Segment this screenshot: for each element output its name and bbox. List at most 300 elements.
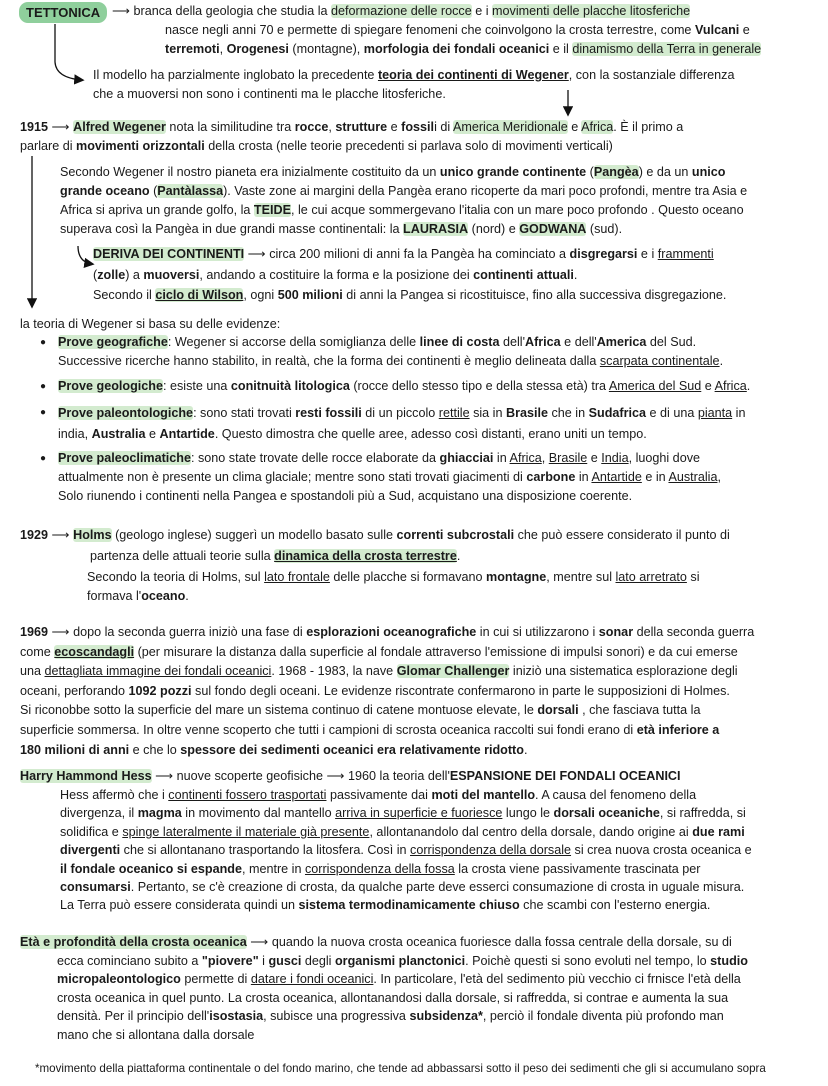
- footnote: [35, 1059, 766, 1078]
- text-segment: ,: [541, 451, 549, 465]
- text-segment: La Terra può essere considerata quindi un: [60, 898, 299, 913]
- bold-term: strutture: [335, 120, 388, 134]
- text-segment: *movimento della piattaforma continentale o del fondo marino, che tende ad abbassarsi sotto il peso dei sedimenti che gli si accumulano sopra: [35, 1062, 766, 1075]
- text-line: [20, 643, 754, 663]
- text-segment: e che lo: [129, 742, 181, 757]
- text-segment: , allontanandolo dal centro della dorsale, dando origine ai: [369, 824, 693, 839]
- text-line: [20, 315, 280, 334]
- text-segment: passivamente dai: [326, 788, 432, 802]
- pangea-paragraph: [60, 163, 747, 239]
- text-segment: che si allontanano trasportando la litosfera. Così in: [120, 843, 411, 858]
- text-segment: Secondo la teoria di Holms, sul: [87, 570, 265, 584]
- bold-term: 180 milioni di anni: [20, 742, 130, 757]
- highlighted-term: Pantàlassa: [157, 184, 224, 198]
- highlighted-term: Prove geologiche: [58, 379, 163, 393]
- highlighted-term: America Meridionale: [452, 120, 568, 134]
- text-segment: (: [586, 165, 594, 179]
- bold-term: età inferiore a: [636, 722, 720, 737]
- section-1929: [20, 526, 730, 545]
- intro-definition: [112, 2, 690, 21]
- text-segment: sia in: [469, 406, 506, 420]
- text-segment: e dell': [560, 335, 597, 349]
- bold-term: dorsali: [537, 703, 579, 718]
- text-segment: che può essere considerato il punto di: [514, 528, 730, 542]
- text-segment: di anni la Pangea si ricostituisce, fino alla successiva disgregazione.: [342, 288, 727, 302]
- bold-term: America: [596, 335, 647, 349]
- prove-geologiche: [58, 377, 750, 396]
- highlighted-term: Alfred Wegener: [73, 120, 166, 134]
- prove-paleoclimatiche: [58, 449, 721, 506]
- bold-term: continenti attuali: [473, 267, 574, 282]
- bold-term: ghiacciai: [439, 451, 494, 465]
- text-line: [20, 526, 730, 545]
- text-line: [112, 2, 690, 21]
- text-segment: : sono state trovate delle rocce elaborate da: [191, 451, 440, 465]
- text-segment: in cui si utilizzarono i: [476, 625, 599, 639]
- text-segment: .: [746, 379, 751, 393]
- text-segment: attualmente non è presente un clima glaciale; mentre sono stati trovati giacimenti di: [58, 470, 527, 484]
- text-line: [87, 568, 700, 587]
- text-segment: e: [567, 120, 582, 134]
- text-segment: . È il primo a: [613, 120, 684, 134]
- text-segment: Hess affermò che i: [60, 788, 169, 802]
- bold-term: 500 milioni: [277, 288, 343, 302]
- text-line: [60, 220, 747, 239]
- text-segment: : sono stati trovati: [193, 406, 296, 420]
- text-segment: pianta: [697, 406, 733, 420]
- bold-term: zolle: [97, 267, 126, 282]
- text-line: [58, 352, 723, 371]
- bold-term: divergenti: [60, 843, 121, 858]
- text-segment: continenti fossero trasportati: [168, 788, 327, 802]
- text-segment: , si raffredda, si: [659, 806, 746, 821]
- bold-term: carbone: [526, 470, 576, 484]
- text-line: [90, 547, 460, 566]
- text-segment: (per misurare la distanza dalla superficie al fondale attraverso l'emissione di impulsi sonori) e da cui emerse: [134, 644, 738, 659]
- text-line: [35, 1059, 766, 1078]
- section-1915: [20, 118, 683, 156]
- highlighted-term: Prove geografiche: [58, 335, 168, 349]
- bullet-icon: ●: [40, 337, 47, 348]
- text-segment: e: [387, 120, 402, 134]
- text-line: [58, 424, 745, 445]
- text-line: [57, 952, 748, 970]
- bold-term: studio: [710, 954, 748, 968]
- text-segment: (: [93, 267, 98, 282]
- intro-details: [165, 21, 761, 59]
- text-segment: e il: [549, 42, 573, 56]
- text-line: [20, 623, 754, 643]
- bold-term: correnti subcrostali: [396, 528, 515, 542]
- text-segment: come: [20, 644, 55, 659]
- bold-term: movimenti orizzontali: [76, 139, 205, 153]
- text-line: [20, 662, 754, 682]
- text-segment: ⟶: [48, 528, 74, 542]
- hess-paragraph: [60, 786, 752, 915]
- text-line: [20, 741, 754, 761]
- text-line: [60, 878, 752, 896]
- text-line: [60, 201, 747, 220]
- text-segment: Secondo il: [93, 288, 156, 302]
- bold-term: unico grande continente: [439, 165, 587, 179]
- highlighted-term: dinamica della crosta terrestre: [274, 549, 457, 563]
- text-segment: Il modello ha parzialmente inglobato la precedente: [93, 68, 378, 82]
- bold-term: 1929: [20, 528, 49, 542]
- bold-term: Antartide: [159, 427, 215, 441]
- text-line: [93, 285, 726, 306]
- highlighted-term: GODWANA: [519, 222, 587, 236]
- text-segment: dell': [499, 335, 525, 349]
- text-line: [20, 118, 683, 137]
- eta-paragraph: [57, 952, 748, 1044]
- text-segment: , ogni: [243, 288, 278, 302]
- text-segment: india,: [58, 427, 92, 441]
- text-segment: divergenza, il: [60, 806, 138, 821]
- bullet-icon: ●: [40, 381, 47, 392]
- text-segment: si crea nuova crosta oceanica e: [571, 843, 752, 858]
- text-segment: in: [732, 406, 746, 420]
- bold-term: Orogenesi: [226, 42, 289, 56]
- text-segment: .: [456, 549, 461, 563]
- holms-theory: [87, 568, 700, 606]
- bold-term: esplorazioni oceanografiche: [306, 625, 477, 639]
- text-segment: e: [587, 451, 602, 465]
- highlighted-term: Età e profondità della crosta oceanica: [20, 935, 247, 949]
- title-tettonica: TETTONICA: [19, 2, 107, 23]
- text-segment: , le cui acque sommergevano l'italia con un mare poco profondo . Questo oceano: [291, 203, 744, 217]
- text-segment: iniziò una sistematica esplorazione degli: [509, 664, 738, 679]
- text-segment: , perciò il fondale diventa più profondo man: [482, 1009, 724, 1024]
- text-segment: crosta oceanica in quel punto. La crosta oceanica, allontanandosi dalla dorsale, si raffredda, si contrae e aumenta la sua: [57, 990, 729, 1005]
- highlighted-term: movimenti delle placche litosferiche: [492, 4, 691, 18]
- prove-geografiche: [58, 333, 723, 371]
- bold-term: Vulcani: [694, 23, 740, 37]
- text-segment: di un piccolo: [361, 406, 439, 420]
- text-segment: ⟶ dopo la seconda guerra iniziò una fase di: [48, 625, 307, 639]
- bold-term: sistema termodinamicamente chiuso: [298, 898, 520, 913]
- text-segment: (rocce dello stesso tipo e della stessa età) tra: [349, 379, 609, 393]
- text-segment: della seconda guerra: [633, 625, 755, 639]
- bullet-icon: ●: [40, 453, 47, 464]
- text-segment: in: [493, 451, 510, 465]
- bold-term: due rami: [692, 824, 745, 839]
- text-segment: in movimento dal mantello: [181, 806, 336, 821]
- text-segment: , con la sostanziale differenza: [568, 68, 735, 82]
- bold-term: 1915: [20, 120, 49, 134]
- text-segment: .: [573, 267, 578, 282]
- text-segment: spinge lateralmente il materiale già presente: [122, 824, 370, 839]
- bold-term: sonar: [598, 625, 634, 639]
- text-line: [58, 377, 750, 396]
- text-segment: e in: [641, 470, 669, 484]
- bullet-icon: ●: [40, 407, 47, 418]
- text-line: [57, 1007, 748, 1025]
- text-line: [58, 468, 721, 487]
- hess-heading: [20, 767, 681, 786]
- text-line: [60, 823, 752, 841]
- highlighted-term: TEIDE: [253, 203, 292, 217]
- text-segment: , mentre sul: [546, 570, 616, 584]
- text-segment: Solo riunendo i continenti nella Pangea e spostandoli più a Sud, acquistano una disposizione coerente.: [58, 489, 633, 503]
- bold-term: morfologia dei fondali oceanici: [363, 42, 550, 56]
- text-segment: la teoria di Wegener si basa su delle evidenze:: [20, 317, 281, 331]
- text-segment: ⟶ quando la nuova crosta oceanica fuoriesce dalla fossa centrale della dorsale, su di: [246, 935, 732, 949]
- text-segment: degli: [301, 954, 335, 968]
- text-segment: . Poichè questi si sono evoluti nel tempo, lo: [465, 954, 711, 968]
- text-segment: .: [523, 742, 528, 757]
- text-segment: ) a: [125, 267, 144, 282]
- bold-term: magma: [137, 806, 182, 821]
- section-1929-cont: [90, 547, 460, 566]
- bold-term: oceano: [141, 589, 186, 603]
- text-line: [93, 244, 726, 265]
- text-line: [60, 896, 752, 914]
- text-segment: datare i fondi oceanici: [250, 972, 374, 987]
- text-line: [87, 587, 700, 606]
- highlighted-term: ciclo di Wilson: [155, 288, 244, 302]
- text-segment: che scambi con l'esterno energia.: [519, 898, 711, 913]
- highlighted-term: Prove paleontologiche: [58, 406, 194, 420]
- text-line: [20, 767, 681, 786]
- deriva-paragraph: [93, 244, 726, 306]
- text-segment: e di una: [646, 406, 698, 420]
- text-segment: ) e da un: [638, 165, 692, 179]
- text-segment: permette di: [180, 972, 251, 987]
- text-line: [58, 487, 721, 506]
- bold-term: 1969: [20, 625, 49, 639]
- text-line: [165, 40, 761, 59]
- text-line: [58, 449, 721, 468]
- bold-term: unico: [691, 165, 726, 179]
- text-segment: . In particolare, l'età del sedimento più vecchio ci frnisce l'età della: [373, 972, 741, 987]
- bold-term: Africa: [524, 335, 561, 349]
- text-segment: .: [185, 589, 189, 603]
- text-segment: . A causa del fenomeno della: [535, 788, 697, 802]
- text-segment: del Sud.: [646, 335, 697, 349]
- highlighted-term: ecoscandagli: [54, 644, 135, 659]
- bold-term: conitnuità litologica: [230, 379, 350, 393]
- bold-term: ESPANSIONE DEI FONDALI OCEANICI: [449, 769, 681, 783]
- text-segment: (: [149, 184, 158, 198]
- bold-term: disgregarsi: [569, 247, 638, 261]
- text-segment: , andando a costituire la forma e la posizione dei: [199, 267, 474, 282]
- evidence-intro: [20, 315, 280, 334]
- text-segment: lato frontale: [264, 570, 330, 584]
- text-segment: sul fondo degli oceani. Le evidenze riscontrate confermarono in parte le supposizioni di Holmes.: [191, 683, 730, 698]
- text-segment: , luoghi dove: [628, 451, 700, 465]
- text-segment: e i: [471, 4, 493, 18]
- bold-term: Australia: [91, 427, 146, 441]
- text-segment: corrispondenza della fossa: [304, 861, 455, 876]
- bold-term: linee di costa: [419, 335, 500, 349]
- text-segment: scarpata continentale: [599, 354, 720, 368]
- text-segment: (montagne),: [288, 42, 364, 56]
- text-line: [60, 841, 752, 859]
- highlighted-term: deformazione delle rocce: [331, 4, 472, 18]
- text-segment: Secondo Wegener il nostro pianeta era inizialmente costituito da un: [60, 165, 440, 179]
- bold-term: montagne: [486, 570, 547, 584]
- bold-term: il fondale oceanico si espande: [60, 861, 242, 876]
- bold-term: Brasile: [505, 406, 548, 420]
- text-line: [60, 804, 752, 822]
- text-segment: i di: [434, 120, 453, 134]
- text-segment: ⟶ circa 200 milioni di anni fa la Pangèa ha cominciato a: [244, 247, 570, 261]
- text-line: [60, 786, 752, 804]
- text-segment: della crosta (nelle teorie precedenti si parlava solo di movimenti verticali): [204, 139, 613, 153]
- text-segment: si: [686, 570, 700, 584]
- text-line: [60, 860, 752, 878]
- bold-term: Sudafrica: [588, 406, 647, 420]
- text-line: [60, 182, 747, 201]
- highlighted-term: DERIVA DEI CONTINENTI: [93, 247, 245, 261]
- text-segment: ,: [219, 42, 227, 56]
- eta-heading: [20, 933, 732, 952]
- bold-term: spessore dei sedimenti oceanici era relativamente ridotto: [180, 742, 524, 757]
- text-line: [58, 333, 723, 352]
- text-line: [20, 701, 754, 721]
- bold-term: moti del mantello: [431, 788, 536, 802]
- text-line: [57, 989, 748, 1007]
- bold-term: rocce: [294, 120, 329, 134]
- text-segment: , subisce una progressiva: [263, 1009, 410, 1024]
- text-segment: superficie sommersa. In oltre venne scoperto che tutti i campioni di scrosta oceanica raccolti sui fondi erano di: [20, 722, 637, 737]
- text-segment: .: [719, 354, 724, 368]
- prove-paleontologiche: [58, 403, 745, 445]
- text-segment: nasce negli anni 70 e permette di spiegare fenomeni che coinvolgono la crosta terrestre, come: [165, 23, 695, 37]
- text-segment: i: [258, 954, 269, 968]
- curved-arrow-tettonica: [55, 24, 82, 80]
- text-line: [20, 137, 683, 156]
- highlighted-term: dinamismo della Terra in generale: [572, 42, 762, 56]
- text-segment: Africa si apriva un grande golfo, la: [60, 203, 254, 217]
- text-segment: : Wegener si accorse della somiglianza delle: [167, 335, 420, 349]
- highlighted-term: Prove paleoclimatiche: [58, 451, 191, 465]
- text-segment: Brasile: [548, 451, 588, 465]
- text-line: [57, 970, 748, 988]
- text-segment: ,: [328, 120, 336, 134]
- text-segment: ⟶ nuove scoperte geofisiche ⟶ 1960 la teoria dell': [151, 769, 450, 783]
- bold-term: micropaleontologico: [57, 972, 181, 987]
- bold-term: muoversi: [143, 267, 200, 282]
- text-line: [165, 21, 761, 40]
- bold-term: gusci: [268, 954, 302, 968]
- curved-arrow-deriva: [78, 246, 92, 264]
- text-segment: ). Vaste zone ai margini della Pangèa erano ricoperte da mari poco profondi, mentre tra Asia e: [223, 184, 748, 198]
- text-line: [93, 85, 734, 104]
- text-segment: lungo le: [502, 806, 554, 821]
- text-segment: che in: [548, 406, 589, 420]
- text-segment: solidifica e: [60, 824, 123, 839]
- highlighted-term: Africa: [581, 120, 614, 134]
- text-segment: nota la similitudine tra: [165, 120, 295, 134]
- text-segment: ,: [717, 470, 721, 484]
- bold-term: resti fossili: [295, 406, 362, 420]
- text-segment: che a muoversi non sono i continenti ma le placche litosferiche.: [93, 87, 446, 101]
- text-segment: ⟶ branca della geologia che studia la: [112, 4, 331, 18]
- text-segment: mano che si allontana dalla dorsale: [57, 1027, 255, 1042]
- text-segment: e: [701, 379, 715, 393]
- text-segment: , che fasciava tutta la: [578, 703, 701, 718]
- text-segment: , mentre in: [241, 861, 305, 876]
- text-segment: densità. Per il principio dell': [57, 1009, 210, 1024]
- bold-term: "piovere": [201, 954, 259, 968]
- text-segment: (sud).: [586, 222, 623, 236]
- highlighted-term: Holms: [73, 528, 112, 542]
- bold-term: grande oceano: [60, 184, 150, 198]
- text-segment: partenza delle attuali teorie sulla: [90, 549, 275, 563]
- text-segment: Si riconobbe sotto la superficie del mare un sistema continuo di catene montuose elevate, le: [20, 703, 538, 718]
- text-segment: rettile: [438, 406, 470, 420]
- text-segment: . 1968 - 1983, la nave: [271, 664, 397, 679]
- bold-term: fossil: [401, 120, 435, 134]
- text-segment: e: [739, 23, 750, 37]
- text-segment: Africa: [714, 379, 747, 393]
- text-segment: una: [20, 664, 45, 679]
- model-paragraph: [93, 66, 734, 104]
- text-line: [57, 1026, 748, 1044]
- text-segment: America del Sud: [608, 379, 702, 393]
- text-segment: la crosta viene passivamente trascinata per: [454, 861, 701, 876]
- text-segment: ecca cominciano subito a: [57, 954, 202, 968]
- text-segment: e i: [637, 247, 658, 261]
- text-segment: formava l': [87, 589, 142, 603]
- text-segment: Successive ricerche hanno stabilito, in realtà, che la forma dei continenti è meglio delineata dalla: [58, 354, 600, 368]
- highlighted-term: Pangèa: [593, 165, 639, 179]
- bold-term: dorsali oceaniche: [553, 806, 660, 821]
- bold-term: terremoti: [165, 42, 220, 56]
- bold-term: isostasia: [209, 1009, 264, 1024]
- text-segment: arriva in superficie e fuoriesce: [335, 806, 503, 821]
- text-line: [60, 163, 747, 182]
- text-line: [20, 933, 732, 952]
- text-segment: . Pertanto, se c'è creazione di crosta, da qualche parte deve esserci consumazione di crosta in uguale misura.: [130, 879, 745, 894]
- highlighted-term: Glomar Challenger: [396, 664, 510, 679]
- text-segment: oceani, perforando: [20, 683, 129, 698]
- bold-term: organismi planctonici: [334, 954, 466, 968]
- text-segment: India: [601, 451, 629, 465]
- bold-term: subsidenza*: [409, 1009, 483, 1024]
- text-segment: (geologo inglese) suggerì un modello basato sulle: [111, 528, 397, 542]
- highlighted-term: Harry Hammond Hess: [20, 769, 152, 783]
- text-line: [20, 682, 754, 702]
- bold-term: consumarsi: [60, 879, 131, 894]
- text-segment: . Questo dimostra che quelle aree, adesso così distanti, erano uniti un tempo.: [214, 427, 647, 441]
- text-segment: (nord) e: [468, 222, 520, 236]
- text-segment: frammenti: [657, 247, 714, 261]
- text-segment: dettagliata immagine dei fondali oceanici: [44, 664, 272, 679]
- text-line: [58, 403, 745, 424]
- text-segment: parlare di: [20, 139, 77, 153]
- highlighted-term: LAURASIA: [403, 222, 469, 236]
- text-segment: : esiste una: [162, 379, 231, 393]
- text-line: [93, 66, 734, 85]
- bold-term: teoria dei continenti di Wegener: [377, 68, 569, 82]
- text-segment: in: [575, 470, 592, 484]
- text-segment: ⟶: [48, 120, 74, 134]
- text-segment: Africa: [509, 451, 542, 465]
- text-segment: corrispondenza della dorsale: [410, 843, 572, 858]
- text-segment: Antartide: [591, 470, 642, 484]
- text-line: [93, 265, 726, 286]
- text-segment: Australia: [668, 470, 718, 484]
- text-line: [20, 721, 754, 741]
- text-segment: e: [145, 427, 160, 441]
- text-segment: delle placche si formavano: [329, 570, 487, 584]
- text-segment: superava così la Pangèa in due grandi masse continentali: la: [60, 222, 404, 236]
- bold-term: 1092 pozzi: [128, 683, 192, 698]
- text-segment: lato arretrato: [615, 570, 687, 584]
- section-1969: [20, 623, 754, 760]
